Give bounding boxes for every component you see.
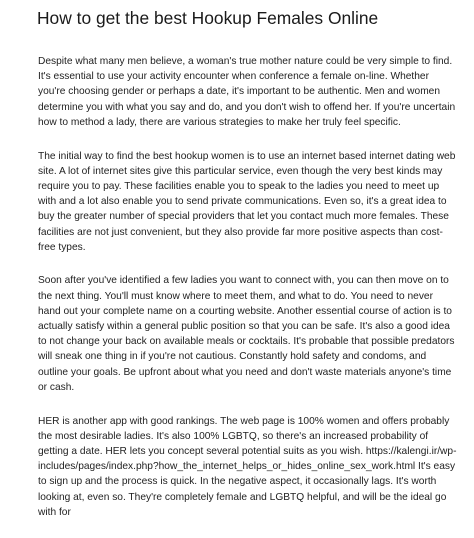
paragraph-line: how to method a lady, there are various strategies to make her truly feel specific. (38, 116, 401, 128)
paragraph-line: free types. (38, 241, 86, 253)
paragraph (38, 414, 457, 520)
paragraph-line: determine you with what you say and do, and you don't wish to offend her. If you're uncertain (38, 101, 456, 113)
paragraph-line: looking at, even so. They're completely female and LGBTQ helpful, and will be the ideal go (38, 491, 447, 503)
paragraph-line: buy the greater number of special providers that let you contact much more females. These (38, 211, 449, 223)
paragraph-line: the most desirable ladies. It's also 100% LGBTQ, so there's an increased probability of (38, 430, 429, 442)
page-title: How to get the best Hookup Females Online (37, 8, 379, 28)
paragraph-line: It's essential to use your activity encounter when conference a female on-line. Whether (38, 71, 429, 83)
paragraph-line: facilities are not just convenient, but they also provide far more positive aspects than cost- (38, 226, 443, 238)
paragraph-line: you're choosing gender or perhaps a date, it's important to be authentic. Men and women (38, 86, 441, 98)
paragraph-line: actually satisfy within a general public position so that you can be safe. It's also a good idea (38, 321, 450, 333)
paragraph-line: Soon after you've identified a few ladies you want to connect with, you can then move on to (38, 275, 449, 287)
paragraph-line: to sign up and the process is quick. In the negative aspect, it occasionally lags. It's worth (38, 476, 437, 488)
paragraph-line: the next thing. You'll must know where to meet them, and what to do. You need to never (38, 290, 433, 302)
paragraph-line: site. A lot of internet sites give this particular service, even though the very best kinds may (38, 165, 443, 177)
paragraph-line: outline your goals. Be upfront about what you need and don't waste materials anyone's time (38, 366, 452, 378)
paragraph-line: with and a lot also enable you to send private communications. Even so, it's a great idea to (38, 196, 447, 208)
paragraph-line: HER is another app with good rankings. The web page is 100% women and offers probably (38, 415, 450, 427)
paragraph-line: to not change your back on available meals or cocktails. It's probable that possible predators (38, 336, 455, 348)
paragraph-line: hand out your complete name on a courting website. Another essential course of action is to (38, 305, 452, 317)
paragraph-line: Despite what many men believe, a woman's true mother nature could be very simple to find. (38, 56, 453, 67)
paragraph-line: getting a date. HER lets you concept several potential suits as you wish. https://kalengi.ir/wp- (38, 445, 457, 457)
paragraph-line: with for (38, 506, 71, 518)
paragraph (38, 149, 456, 255)
paragraph-line: require you to pay. These facilities enable you to speak to the ladies you need to meet up (38, 180, 440, 192)
document-body (38, 54, 457, 538)
paragraph (38, 273, 455, 395)
paragraph (38, 54, 456, 130)
paragraph-line: includes/pages/index.php?how_the_internet_helps_or_hides_online_sex_work.html It's easy (38, 461, 456, 473)
paragraph-line: The initial way to find the best hookup women is to use an internet based internet dating web (38, 150, 456, 162)
paragraph-line: or cash. (38, 381, 75, 393)
paragraph-line: will sneak one thing in if you're not cautious. Constantly hold safety and condoms, and (38, 351, 427, 363)
